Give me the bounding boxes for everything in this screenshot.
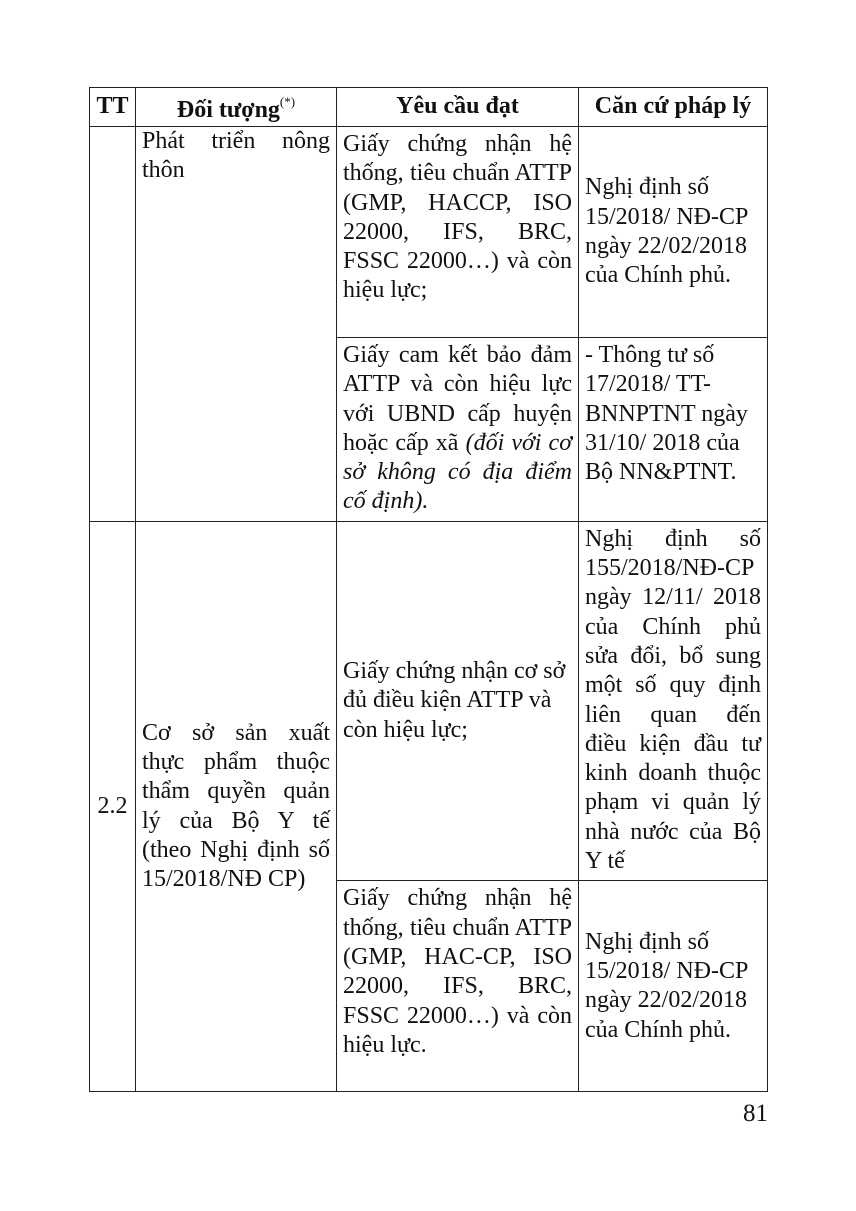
header-subject-label: Đối tượng (176, 96, 280, 123)
row2-legal-a: Nghị định số 155/2018/NĐ-CP ngày 12/11/ 2018 của Chính phủ sửa đổi, bổ sung một số quy định liên quan đến điều kiện đầu tư kinh doanh thuộc phạm vi quản lý nhà nước của Bộ Y tế (579, 521, 768, 881)
page-number: 81 (743, 1100, 768, 1127)
row2-tt: 2.2 (90, 521, 136, 1092)
row1-tt-cell (90, 127, 136, 522)
row2-legal-b: Nghị định số 15/2018/ NĐ-CP ngày 22/02/2018 của Chính phủ. (579, 881, 768, 1092)
header-legal: Căn cứ pháp lý (579, 88, 768, 127)
header-requirement: Yêu cầu đạt (337, 88, 579, 127)
row1-legal-b: - Thông tư số 17/2018/ TT-BNNPTNT ngày 31/10/ 2018 của Bộ NN&PTNT. (579, 338, 768, 522)
header-subject-note: (*) (279, 93, 296, 109)
row1-requirement-b (337, 338, 579, 522)
row1-legal-a: Nghị định số 15/2018/ NĐ-CP ngày 22/02/2018 của Chính phủ. (579, 127, 768, 338)
header-tt: TT (90, 88, 136, 127)
table-row (90, 521, 768, 881)
regulation-table (89, 87, 768, 1092)
row1-requirement-a: Giấy chứng nhận hệ thống, tiêu chuẩn ATTP (GMP, HACCP, ISO 22000, IFS, BRC, FSSC 22000…) và còn hiệu lực; (337, 127, 579, 338)
row1-requirement-b-text: Giấy cam kết bảo đảm ATTP và còn hiệu lực với UBND cấp huyện hoặc cấp xã (343, 342, 572, 456)
row1-subject: Phát triển nông thôn (136, 127, 337, 522)
row2-subject: Cơ sở sản xuất thực phẩm thuộc thẩm quyền quản lý của Bộ Y tế (theo Nghị định số 15/2018/NĐ CP) (136, 521, 337, 1092)
row2-requirement-a: Giấy chứng nhận cơ sở đủ điều kiện ATTP và còn hiệu lực; (337, 521, 579, 881)
row1-requirement-b-note: (đối với cơ sở không có địa điểm cố định). (343, 429, 573, 515)
table-row (90, 127, 768, 338)
row2-requirement-b: Giấy chứng nhận hệ thống, tiêu chuẩn ATTP (GMP, HAC-CP, ISO 22000, IFS, BRC, FSSC 22000…) và còn hiệu lực. (337, 881, 579, 1092)
header-row (90, 88, 768, 127)
header-subject (136, 88, 337, 127)
